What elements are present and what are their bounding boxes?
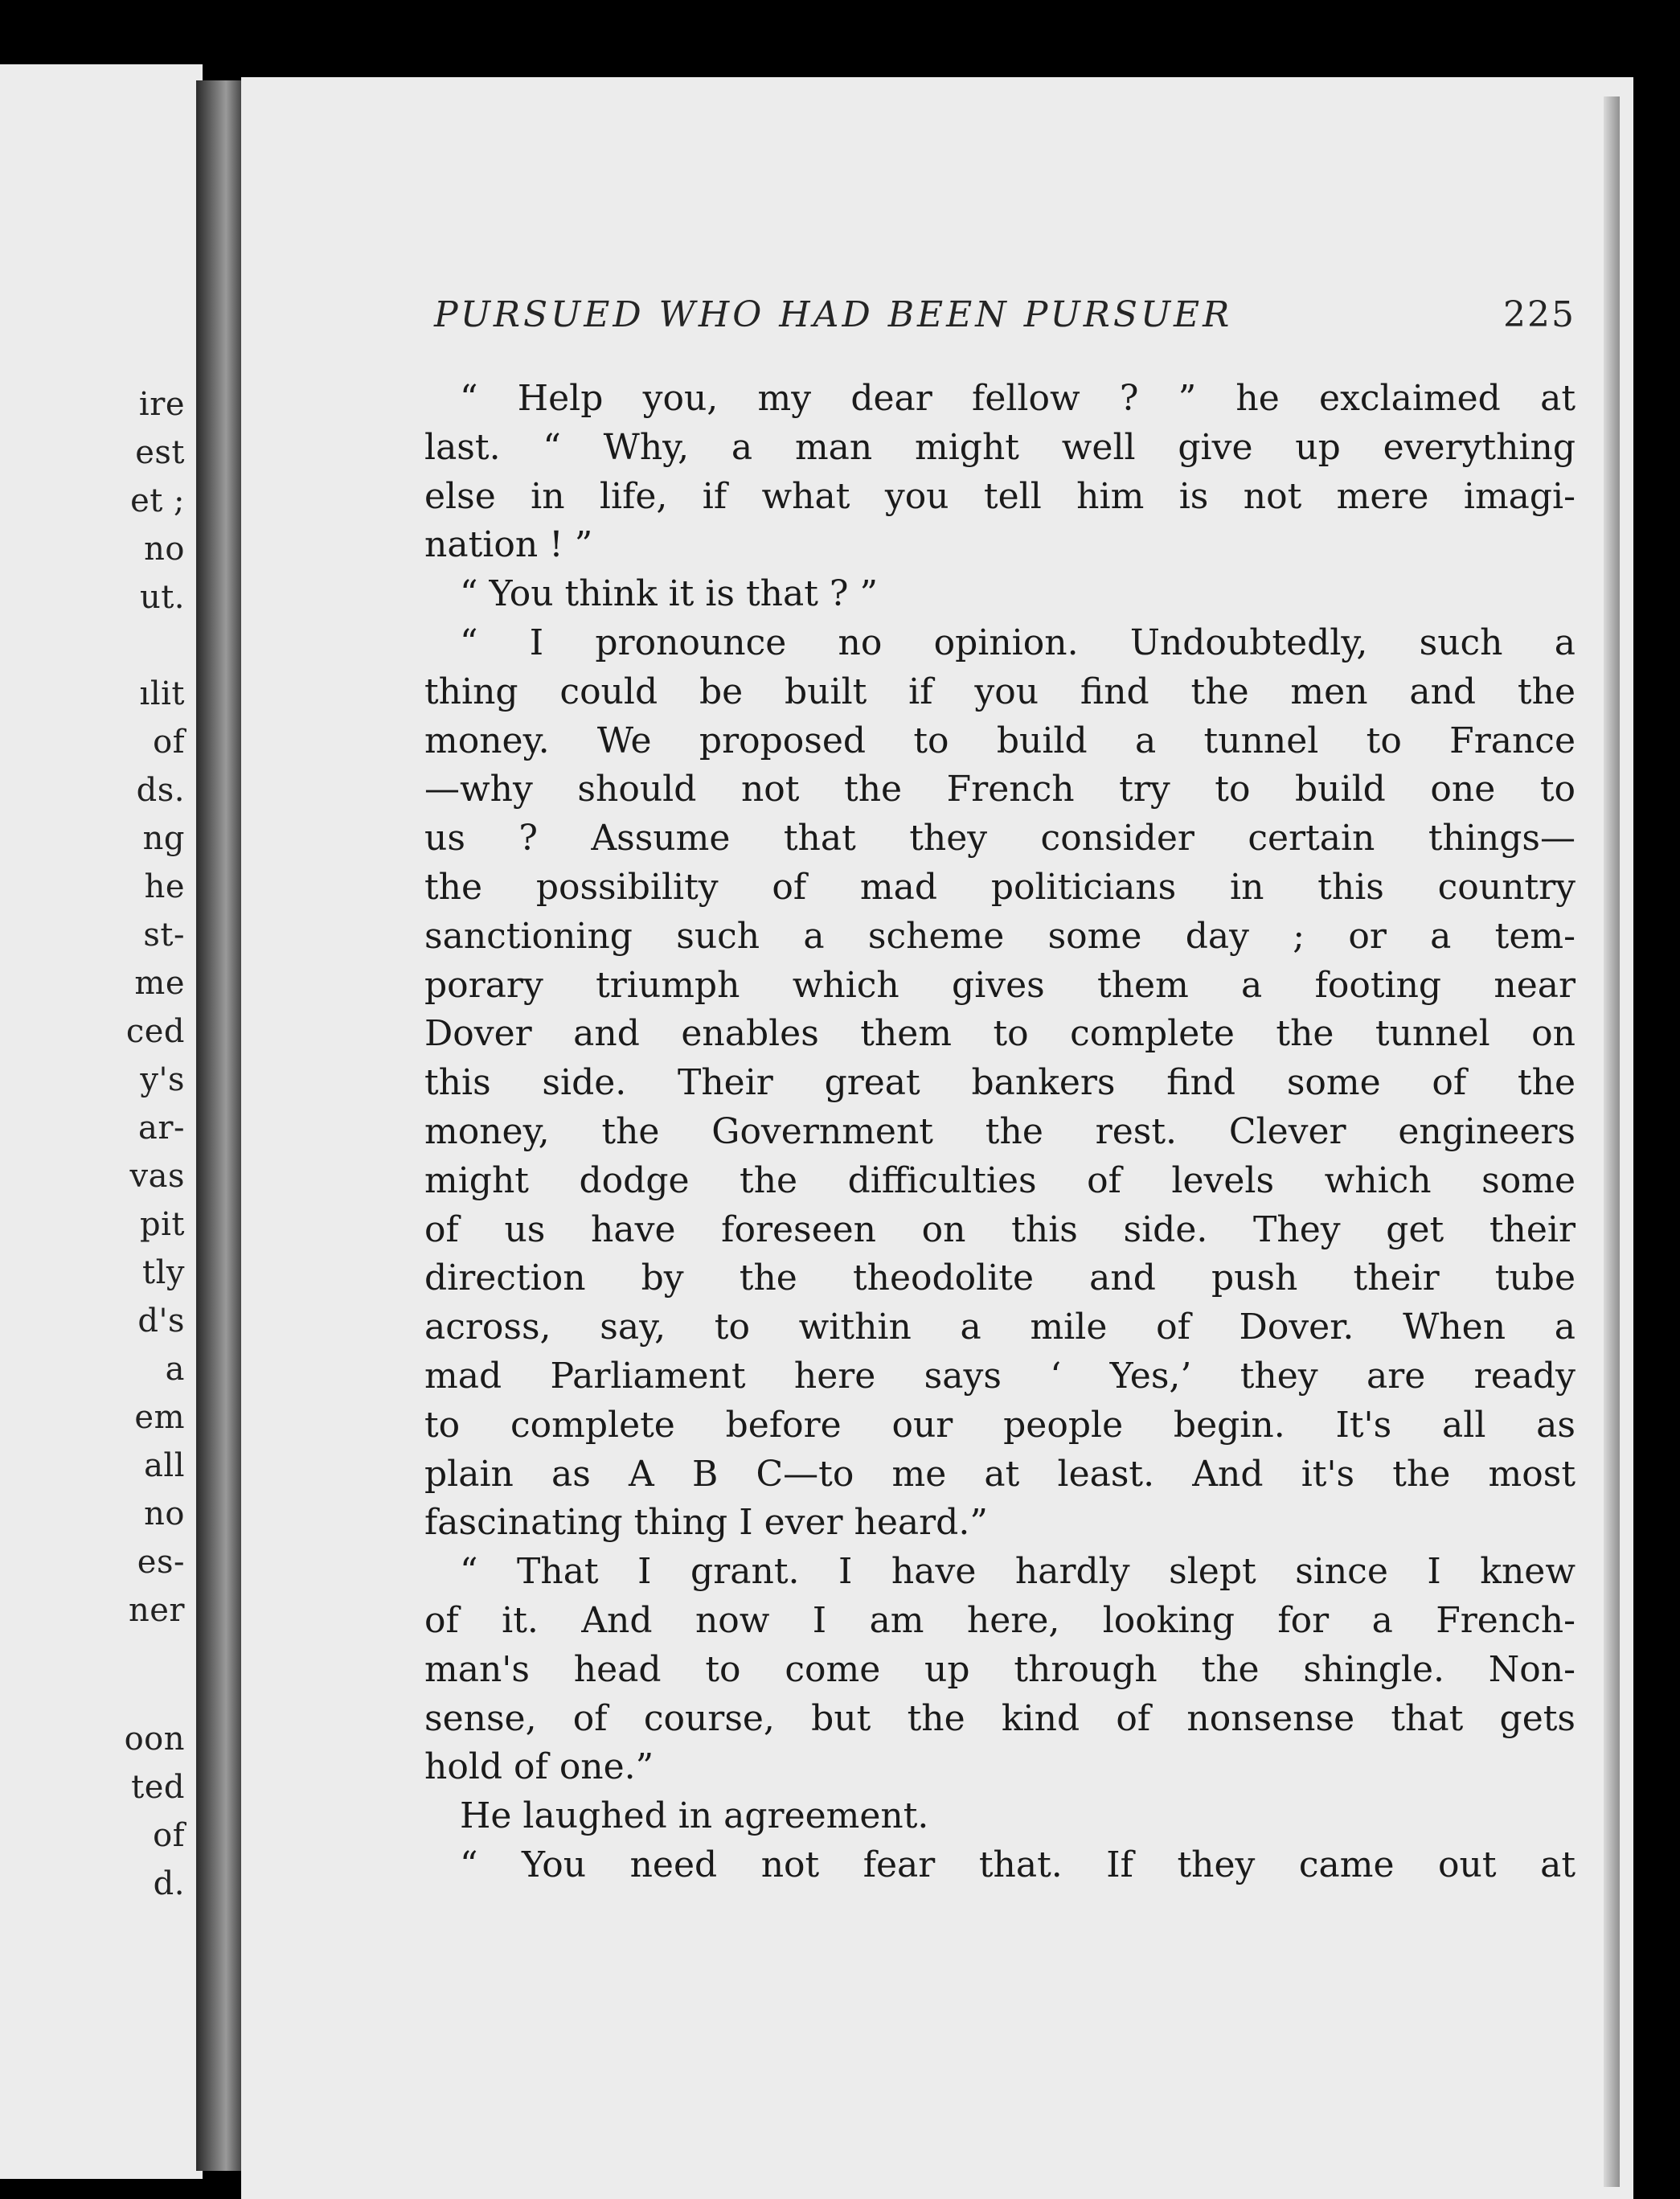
text-line: of us have foreseen on this side. They get their: [424, 1208, 1576, 1250]
page-edge: [1604, 96, 1620, 2187]
text-line: money. We proposed to build a tunnel to France: [424, 720, 1576, 761]
left-line-fragment: ut.: [139, 579, 185, 616]
text-line: “ That I grant. I have hardly slept since I knew: [460, 1551, 1576, 1593]
left-line-fragment: no: [144, 531, 185, 568]
text-line: last. “ Why, a man might well give up everything: [424, 426, 1576, 468]
left-line-fragment: no: [144, 1495, 185, 1532]
left-line-fragment: ılit: [139, 675, 185, 712]
text-line: of it. And now I am here, looking for a French-: [424, 1599, 1576, 1641]
right-page: [241, 77, 1633, 2199]
left-line-fragment: et ;: [130, 482, 185, 519]
left-line-fragment: est: [135, 434, 185, 471]
text-line: plain as A B C—to me at least. And it's the most: [424, 1453, 1576, 1495]
text-line: “ You need not fear that. If they came out at: [460, 1844, 1576, 1885]
body-text: [424, 375, 1576, 1890]
text-line: nation ! ”: [424, 524, 593, 566]
left-line-fragment: em: [134, 1399, 185, 1436]
text-line: —why should not the French try to build one to: [424, 769, 1576, 810]
left-line-fragment: st-: [143, 917, 185, 954]
text-line: thing could be built if you find the men and the: [424, 671, 1576, 712]
left-line-fragment: es-: [137, 1544, 185, 1581]
text-line: us ? Assume that they consider certain things—: [424, 818, 1576, 859]
left-line-fragment: of: [153, 724, 185, 761]
text-line: “ You think it is that ? ”: [460, 573, 878, 615]
left-line-fragment: ng: [142, 820, 185, 857]
left-line-fragment: vas: [129, 1158, 185, 1195]
page-number: 225: [1503, 294, 1576, 335]
text-line: sense, of course, but the kind of nonsense that gets: [424, 1697, 1576, 1739]
left-line-fragment: ner: [128, 1592, 185, 1629]
left-line-fragment: ire: [138, 386, 185, 423]
left-page: [0, 64, 203, 2179]
text-line: He laughed in agreement.: [460, 1795, 929, 1837]
left-line-fragment: he: [144, 868, 185, 905]
left-line-fragment: ds.: [136, 772, 185, 809]
left-line-fragment: ar-: [138, 1110, 185, 1147]
running-head: [434, 294, 1576, 335]
left-line-fragment: me: [134, 965, 185, 1002]
text-line: mad Parliament here says ‘ Yes,’ they are ready: [424, 1355, 1576, 1397]
left-line-fragment: y's: [140, 1061, 185, 1098]
left-line-fragment: a: [165, 1351, 185, 1388]
text-line: man's head to come up through the shingle. Non-: [424, 1648, 1576, 1690]
text-line: this side. Their great bankers find some of the: [424, 1062, 1576, 1104]
book-gutter: [196, 80, 246, 2171]
running-head-title: PURSUED WHO HAD BEEN PURSUER: [434, 294, 1233, 335]
text-line: direction by the theodolite and push their tube: [424, 1257, 1576, 1299]
left-line-fragment: ced: [125, 1013, 185, 1050]
left-line-fragment: d.: [153, 1865, 185, 1902]
text-line: to complete before our people begin. It's all as: [424, 1404, 1576, 1446]
left-line-fragment: oon: [124, 1721, 185, 1758]
text-line: across, say, to within a mile of Dover. When a: [424, 1307, 1576, 1348]
text-line: hold of one.”: [424, 1746, 654, 1788]
text-line: else in life, if what you tell him is not mere imagi-: [424, 475, 1576, 517]
left-line-fragment: ted: [131, 1769, 185, 1806]
text-line: porary triumph which gives them a footing near: [424, 964, 1576, 1006]
text-line: “ Help you, my dear fellow ? ” he exclaimed at: [460, 378, 1576, 419]
text-line: Dover and enables them to complete the tunnel on: [424, 1013, 1576, 1055]
text-line: money, the Government the rest. Clever engineers: [424, 1110, 1576, 1152]
text-line: might dodge the difficulties of levels which some: [424, 1159, 1576, 1201]
text-line: fascinating thing I ever heard.”: [424, 1502, 988, 1544]
left-line-fragment: d's: [137, 1303, 185, 1340]
text-line: “ I pronounce no opinion. Undoubtedly, such a: [460, 622, 1576, 663]
left-line-fragment: all: [144, 1447, 185, 1484]
text-line: sanctioning such a scheme some day ; or a tem-: [424, 915, 1576, 957]
left-line-fragment: of: [153, 1817, 185, 1854]
text-line: the possibility of mad politicians in this country: [424, 866, 1576, 908]
left-line-fragment: tly: [142, 1254, 185, 1291]
left-line-fragment: pit: [140, 1206, 185, 1243]
